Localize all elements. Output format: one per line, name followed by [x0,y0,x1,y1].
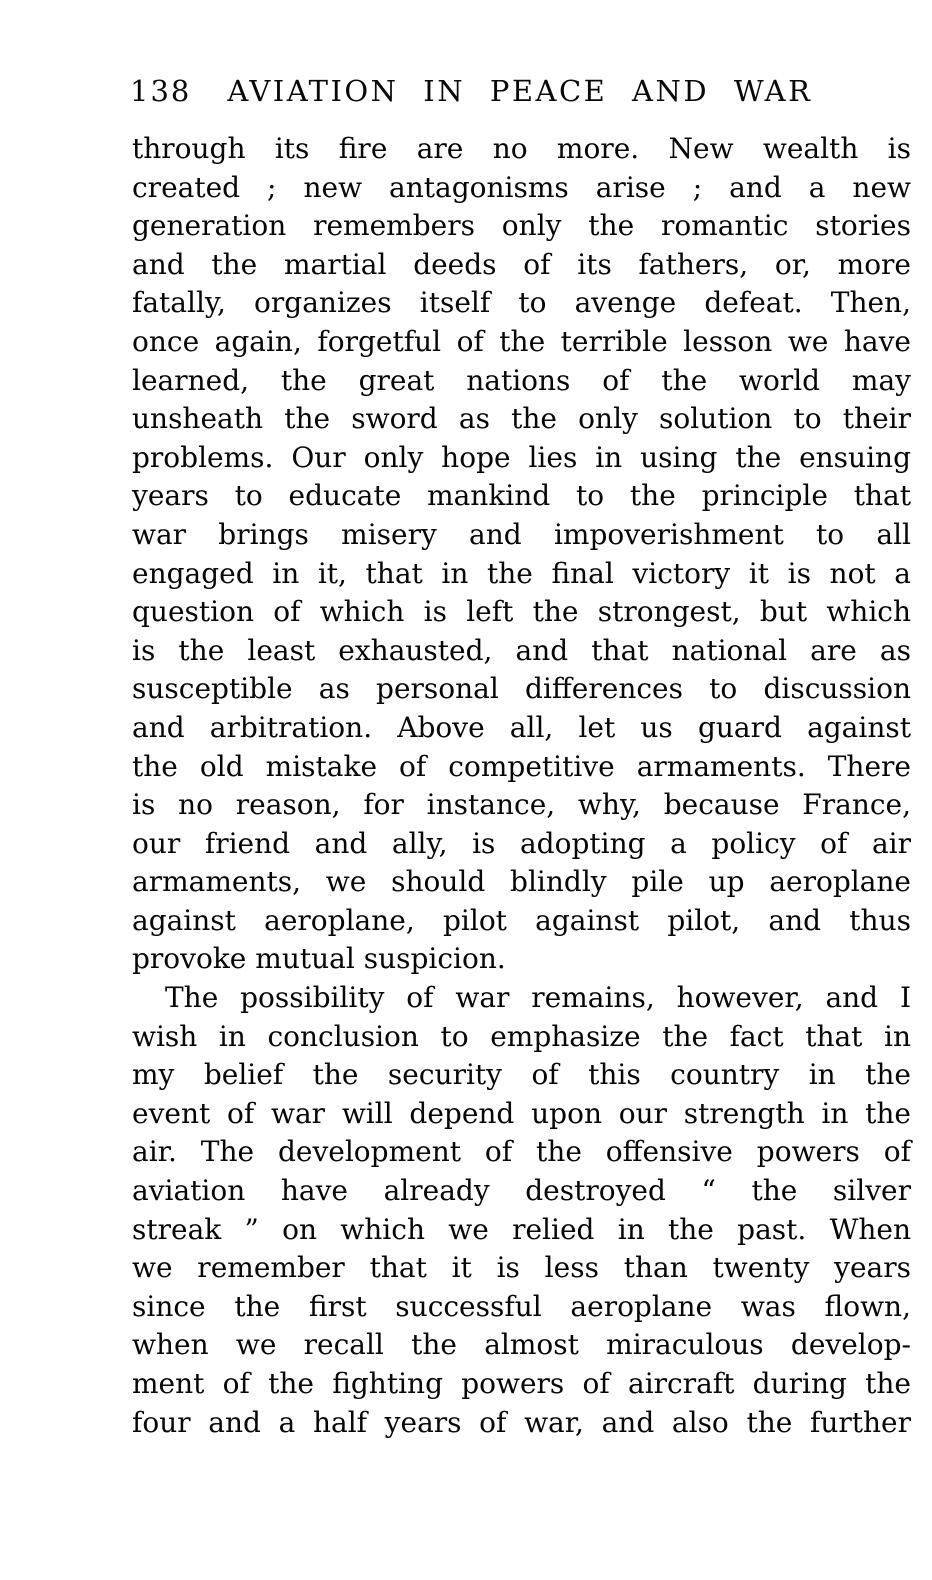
text-line: armaments, we should blindly pile up aeroplane [132,865,911,899]
text-line: question of which is left the strongest, but which [132,595,911,629]
page-body [132,130,911,1442]
text-line: wish in conclusion to emphasize the fact that in [132,1019,911,1053]
text-line: created ; new antagonisms arise ; and a new [132,170,911,204]
text-line: the old mistake of competitive armaments. There [132,749,911,783]
text-line: our friend and ally, is adopting a policy of air [132,826,911,860]
text-line: years to educate mankind to the principle that [132,479,911,513]
text-line: engaged in it, that in the final victory it is not a [132,556,911,590]
text-line: provoke mutual suspicion. [132,942,506,976]
text-line: once again, forgetful of the terrible lesson we have [132,324,911,358]
text-line: unsheath the sword as the only solution to their [132,402,911,436]
paragraph [132,130,911,979]
text-line: learned, the great nations of the world may [132,363,911,397]
text-line: generation remembers only the romantic stories [132,209,911,243]
text-line: against aeroplane, pilot against pilot, and thus [132,903,911,937]
text-line: my belief the security of this country in the [132,1058,911,1092]
paragraph [132,979,911,1442]
page-number: 138 [130,74,192,108]
text-line: is the least exhausted, and that national are as [132,633,911,667]
text-line: and the martial deeds of its fathers, or, more [132,247,911,281]
text-line: fatally, organizes itself to avenge defeat. Then, [132,286,911,320]
text-line: when we recall the almost miraculous develop- [132,1328,911,1362]
text-line: four and a half years of war, and also the further [132,1405,911,1439]
text-line: and arbitration. Above all, let us guard against [132,710,911,744]
text-line: war brings misery and impoverishment to all [132,517,911,551]
page-header [130,74,910,108]
text-line: is no reason, for instance, why, because France, [132,788,911,822]
text-line: event of war will depend upon our strength in the [132,1096,911,1130]
running-title: AVIATION IN PEACE AND WAR [227,74,813,108]
text-line: ment of the fighting powers of aircraft during the [132,1367,911,1400]
text-line: air. The development of the offensive powers of [132,1135,911,1169]
text-line: streak ” on which we relied in the past. When [132,1212,911,1246]
text-line: through its fire are no more. New wealth is [132,132,911,165]
text-line: since the first successful aeroplane was flown, [132,1289,911,1323]
text-line: we remember that it is less than twenty years [132,1251,911,1285]
text-line: susceptible as personal differences to discussion [132,672,911,706]
text-line: problems. Our only hope lies in using the ensuing [132,440,911,474]
text-line: aviation have already destroyed “ the silver [132,1174,911,1208]
text-line: The possibility of war remains, however, and I [165,981,911,1015]
